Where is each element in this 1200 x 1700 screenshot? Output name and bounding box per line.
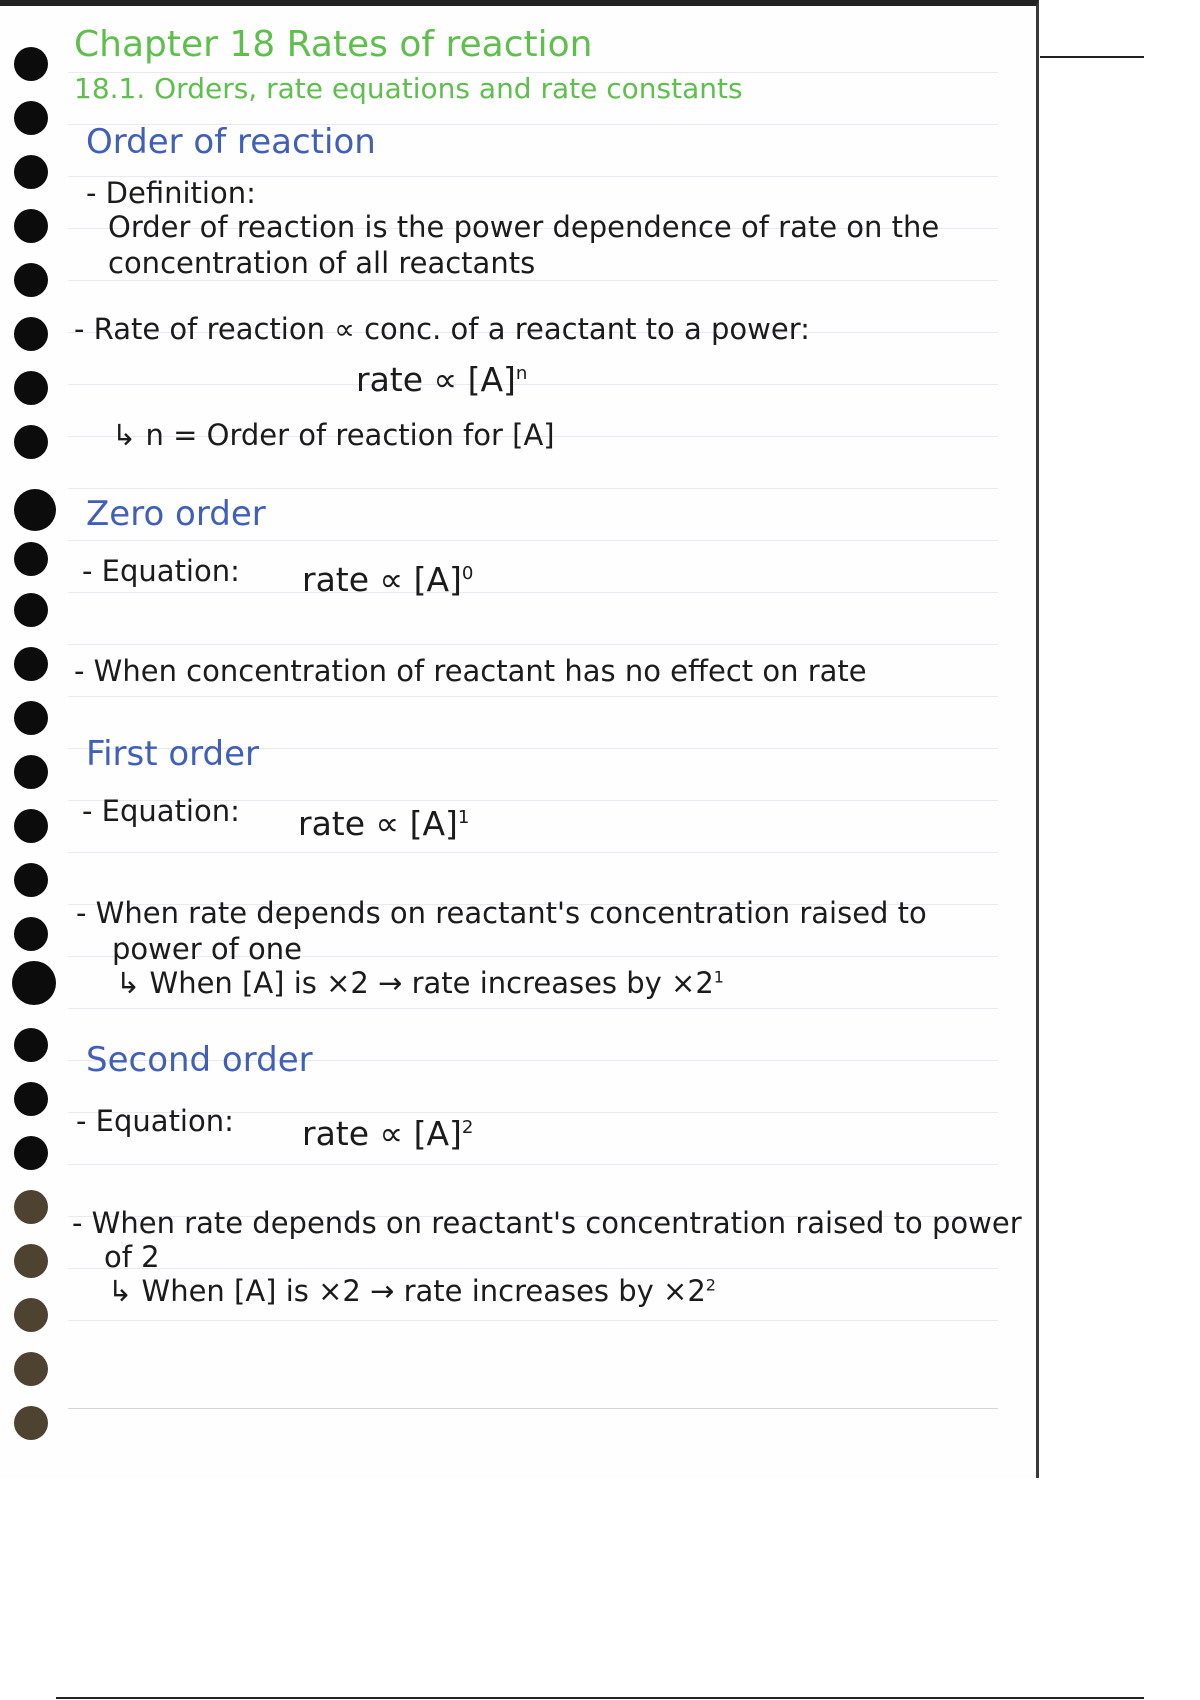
binder-hole (14, 542, 48, 576)
effect-text: ↳ When [A] is ×2 → rate increases by ×2 (116, 966, 714, 1000)
ruled-line (68, 696, 998, 697)
ruled-line (68, 1008, 998, 1009)
binder-hole (14, 155, 48, 189)
formula-exponent: 2 (461, 1117, 474, 1138)
zero-order-equation-label: - Equation: (82, 554, 240, 588)
binder-hole (14, 1136, 48, 1170)
ruled-line (68, 1164, 998, 1165)
first-order-effect (116, 966, 724, 1000)
binder-hole (14, 593, 48, 627)
definition-line-1: Order of reaction is the power dependence of rate on the (108, 210, 940, 244)
first-order-equation-label: - Equation: (82, 794, 240, 828)
binder-hole (14, 209, 48, 243)
first-order-description-1: - When rate depends on reactant's concentration raised to (76, 896, 927, 930)
ruled-line (68, 488, 998, 489)
definition-label: - Definition: (86, 176, 256, 210)
heading-second-order: Second order (86, 1040, 313, 1080)
formula-exponent: 1 (457, 807, 470, 828)
effect-exponent: 2 (705, 1275, 716, 1295)
binder-hole (14, 755, 48, 789)
rate-proportional-line: - Rate of reaction ∝ conc. of a reactant to a power: (74, 312, 810, 346)
binder-hole (14, 101, 48, 135)
heading-zero-order: Zero order (86, 494, 266, 534)
formula-exponent: 0 (461, 563, 474, 584)
ruled-line (68, 540, 998, 541)
binder-hole (14, 1298, 48, 1332)
binder-hole (14, 1352, 48, 1386)
ruled-line (68, 280, 998, 281)
n-definition-line: ↳ n = Order of reaction for [A] (112, 418, 555, 452)
second-order-effect (108, 1274, 716, 1308)
ruled-line (68, 1268, 998, 1269)
binder-hole (12, 961, 56, 1005)
binder-hole (14, 1406, 48, 1440)
heading-order-of-reaction: Order of reaction (86, 122, 376, 162)
formula-text: rate ∝ [A] (302, 560, 462, 599)
ruled-line (68, 592, 998, 593)
general-rate-formula (356, 360, 527, 399)
effect-text: ↳ When [A] is ×2 → rate increases by ×2 (108, 1274, 706, 1308)
zero-order-description: - When concentration of reactant has no effect on rate (74, 654, 867, 688)
chapter-title: Chapter 18 Rates of reaction (74, 24, 593, 65)
effect-exponent: 1 (713, 967, 724, 987)
binder-hole (14, 701, 48, 735)
first-order-formula (298, 804, 469, 843)
second-order-description-1: - When rate depends on reactant's concentration raised to power (72, 1206, 1022, 1240)
binder-hole (14, 1028, 48, 1062)
ruled-line (68, 1320, 998, 1321)
zero-order-formula (302, 560, 473, 599)
binder-hole (14, 647, 48, 681)
formula-text: rate ∝ [A] (356, 360, 516, 399)
second-order-formula (302, 1114, 473, 1153)
formula-text: rate ∝ [A] (298, 804, 458, 843)
adjacent-page-line (56, 1697, 1144, 1699)
binder-hole (14, 863, 48, 897)
ruled-line (68, 384, 998, 385)
heading-first-order: First order (86, 734, 260, 774)
ruled-line (68, 1408, 998, 1409)
binder-hole (14, 317, 48, 351)
adjacent-page-line (1040, 56, 1144, 58)
binder-hole (14, 425, 48, 459)
section-title: 18.1. Orders, rate equations and rate constants (74, 72, 743, 105)
binder-hole (14, 371, 48, 405)
binder-hole (14, 1244, 48, 1278)
binder-hole (14, 809, 48, 843)
formula-exponent: n (515, 363, 528, 384)
definition-line-2: concentration of all reactants (108, 246, 536, 280)
binder-hole (14, 1190, 48, 1224)
ruled-line (68, 852, 998, 853)
binder-hole (14, 489, 56, 531)
second-order-description-2: of 2 (104, 1240, 160, 1274)
second-order-equation-label: - Equation: (76, 1104, 234, 1138)
ruled-line (68, 644, 998, 645)
binder-hole (14, 1082, 48, 1116)
binder-hole (14, 917, 48, 951)
first-order-description-2: power of one (112, 932, 302, 966)
formula-text: rate ∝ [A] (302, 1114, 462, 1153)
binder-hole (14, 263, 48, 297)
binder-hole (14, 47, 48, 81)
